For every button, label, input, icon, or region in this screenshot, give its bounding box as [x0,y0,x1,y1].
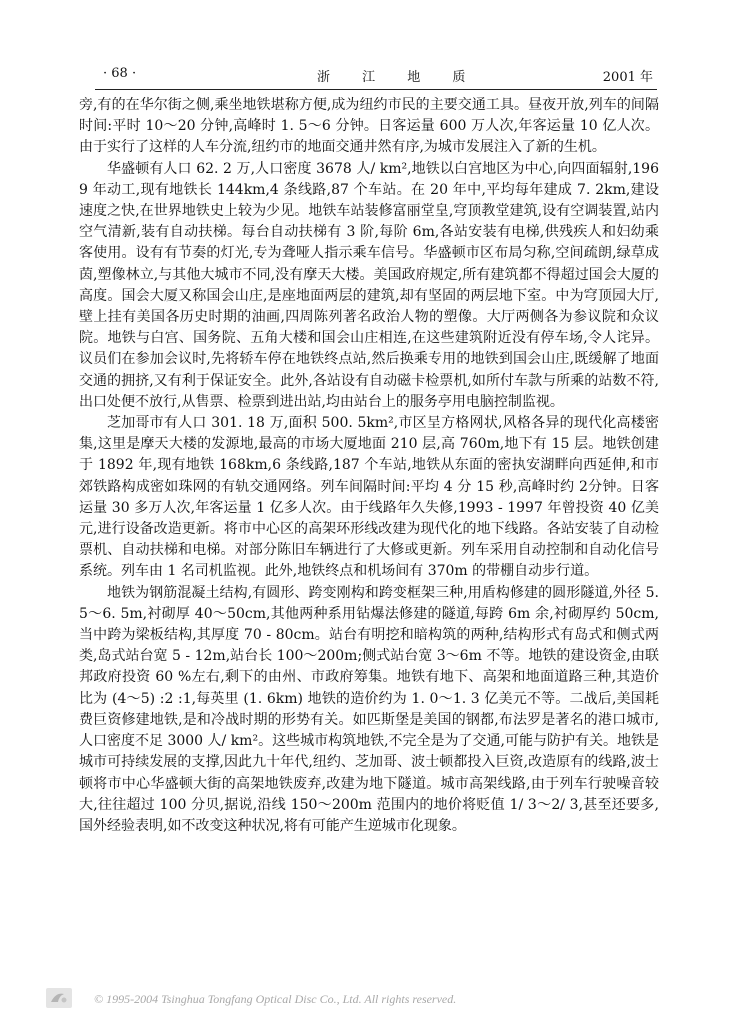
paragraph-chicago: 芝加哥市有人口 301. 18 万,面积 500. 5km²,市区呈方格网状,风格各异的现代化高楼密集,这里是摩天大楼的发源地,最高的市场大厦地面 210 层,高 760m,地下有 15 层。地铁创建于 1892 年,现有地铁 168km,6 条线路,187 个车站,地铁从东面的密执安湖畔向西延伸,和市郊铁路构成密如珠网的有轨交通网络。列车间隔时间:平均 4 分 15 秒,高峰时约 2分钟。日客运量 30 多万人次,年客运量 1 亿多人次。由于线路年久失修,1993 - 1997 年曾投资 40 亿美元,进行设备改造更新。将市中心区的高架环形线改建为现代化的地下线路。各站安装了自动检票机、自动扶梯和电梯。对部分陈旧车辆进行了大修或更新。列车采用自动控制和自动化信号系统。列车由 1 名司机监视。此外,地铁终点和机场间有 370m 的带棚自动步行道。 [79,415,659,580]
cnki-logo-icon [46,988,72,1008]
copyright-notice: © 1995-2004 Tsinghua Tongfang Optical Disc Co., Ltd. All rights reserved. [94,992,457,1006]
publication-year: 2001 年 [602,70,653,85]
paragraph-washington: 华盛顿有人口 62. 2 万,人口密度 3678 人/ km²,地铁以白宫地区为中心,向四面辐射,1969 年动工,现有地铁长 144km,4 条线路,87 个车站。在 20 年中,平均每年建成 7. 2km,建设速度之快,在世界地铁史上较为少见。地铁车站装修富丽堂皇,穹顶教堂建筑,设有空调装置,站内空气清新,装有自动扶梯。每台自动扶梯有 3 阶,每阶 6m,各站安装有电梯,供残疾人和妇幼乘客使用。设有有节奏的灯光,专为聋哑人指示乘车信号。华盛顿市区布局匀称,空间疏朗,绿草成茵,塑像林立,与其他大城市不同,没有摩天大楼。美国政府规定,所有建筑都不得超过国会大厦的高度。国会大厦又称国会山庄,是座地面两层的建筑,却有坚固的两层地下室。中为穹顶园大厅,壁上挂有美国各历史时期的油画,四周陈列著名政治人物的塑像。大厅两侧各为参议院和众议院。地铁与白宫、国务院、五角大楼和国会山庄相连,在这些建筑附近没有停车场,令人诧异。议员们在参加会议时,先将轿车停在地铁终点站,然后换乘专用的地铁到国会山庄,既缓解了地面交通的拥挤,又有利于保证安全。此外,各站设有自动磁卡检票机,如所付车款与所乘的站数不符,出口处便不放行,从售票、检票到进出站,均由站台上的服务亭用电脑控制监视。 [79,160,659,410]
article-body [79,95,659,837]
paragraph-new-york-continued: 旁,有的在华尔街之侧,乘坐地铁堪称方便,成为纽约市民的主要交通工具。昼夜开放,列车的间隔时间:平时 10～20 分钟,高峰时 1. 5～6 分钟。日客运量 600 万人次,年客运量 10 亿人次。由于实行了这样的人车分流,纽约市的地面交通井然有序,为城市发展注入了新的生机。 [79,97,659,156]
page-number: · 68 · [103,66,137,81]
footer [46,990,686,1010]
journal-title: 浙 江 地 质 [317,70,480,85]
running-header [103,66,653,84]
paragraph-subway-structure: 地铁为钢筋混凝土结构,有圆形、跨变刚构和跨变框架三种,用盾构修建的圆形隧道,外径 5. 5～6. 5m,衬砌厚 40～50cm,其他两种系用钻爆法修建的隧道,每跨 6m 余,衬砌厚约 50cm,当中跨为梁板结构,其厚度 70 - 80cm。站台有明挖和暗构筑的两种,结构形式有岛式和侧式两类,岛式站台宽 5 - 12m,站台长 100～200m;侧式站台宽 3～6m 不等。地铁的建设资金,由联邦政府投资 60 %左右,剩下的由州、市政府筹集。地铁有地下、高架和地面道路三种,其造价比为 (4～5) :2 :1,每英里 (1. 6km) 地铁的造价约为 1. 0～1. 3 亿美元不等。二战后,美国耗费巨资修建地铁,是和冷战时期的形势有关。如匹斯堡是美国的钢都,布法罗是著名的港口城市,人口密度不足 3000 人/ km²。这些城市构筑地铁,不完全是为了交通,可能与防护有关。地铁是城市可持续发展的支撑,因此九十年代,纽约、芝加哥、波士顿都投入巨资,改造原有的线路,波士顿将市中心华盛顿大街的高架地铁废弃,改建为地下隧道。城市高架线路,由于列车行驶噪音较大,往往超过 100 分贝,据说,沿线 150～200m 范围内的地价将贬值 1/ 3～2/ 3,甚至还要多,国外经验表明,如不改变这种状况,将有可能产生逆城市化现象。 [79,584,659,834]
header-rule [95,89,657,90]
